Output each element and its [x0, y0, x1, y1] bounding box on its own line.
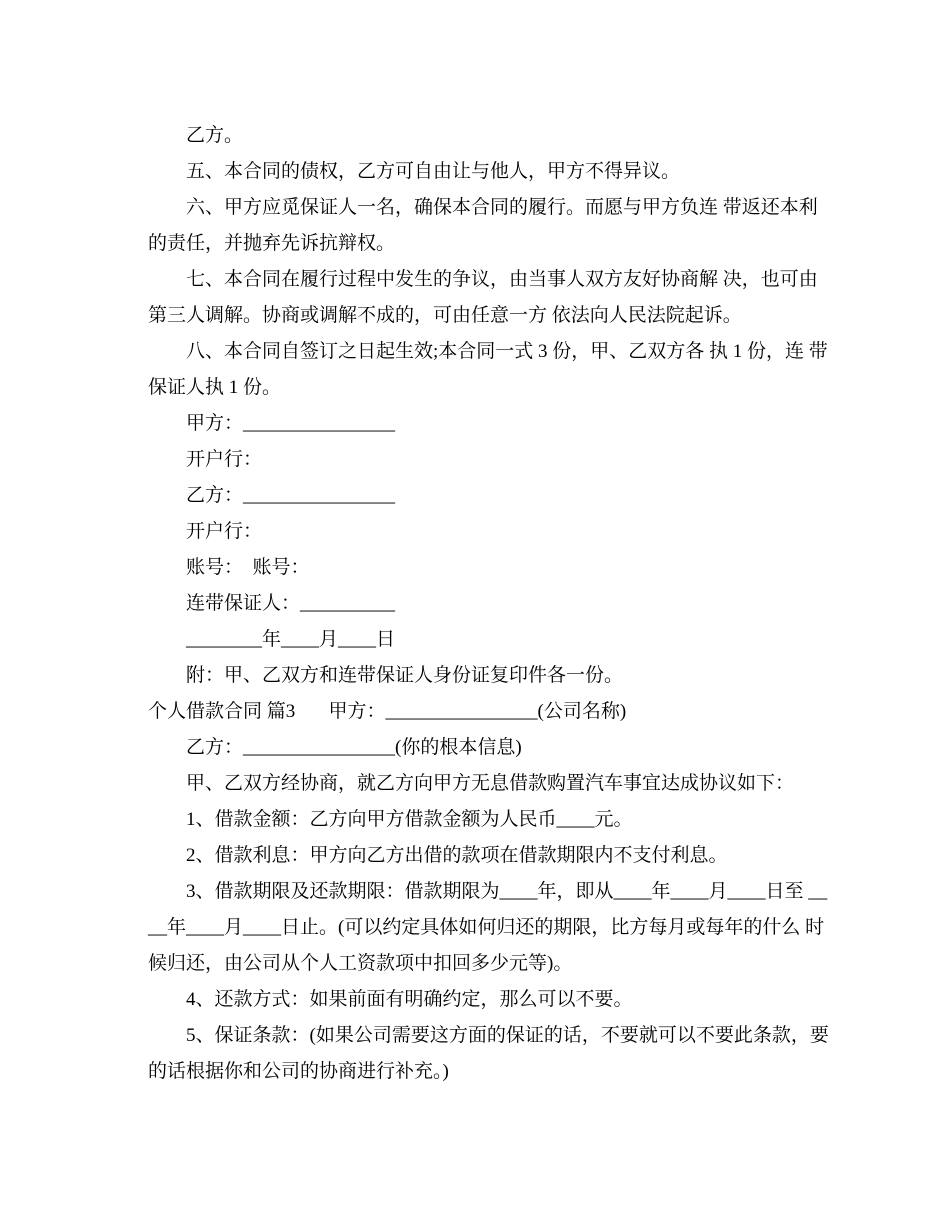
- clause-5-creditor-rights: 五、本合同的债权，乙方可自由让与他人，甲方不得异议。: [186, 161, 681, 182]
- clause-4-repayment: 4、还款方式：如果前面有明确约定，那么可以不要。: [186, 989, 633, 1010]
- party-a-signature-line: 甲方：________________: [186, 413, 396, 434]
- party-a-bank-line: 开户行：: [186, 449, 263, 470]
- clause-3-term: 3、借款期限及还款期限：借款期限为____年，即从____年____月____日至 ____年____月____日止。(可以约定具体如何归还的期限，比方每月或每年的什么 时候归还，由公司从个人工资款项中扣回多少元等)。: [148, 881, 828, 974]
- section3-party-b: 乙方：________________(你的根本信息): [186, 737, 522, 758]
- clause-8-effective: 八、本合同自签订之日起生效;本合同一式 3 份，甲、乙双方各 执 1 份，连 带保证人执 1 份。: [148, 341, 828, 398]
- date-line: ________年____月____日: [186, 629, 396, 650]
- account-number-line: 账号： 账号：: [186, 557, 310, 578]
- clause-7-dispute: 七、本合同在履行过程中发生的争议，由当事人双方友好协商解 决，也可由 第三人调解。协商或调解不成的，可由任意一方 依法向人民法院起诉。: [148, 269, 823, 326]
- joint-guarantor-line: 连带保证人：__________: [186, 593, 396, 614]
- party-b-signature-line: 乙方：________________: [186, 485, 396, 506]
- clause-6-guarantor: 六、甲方应觅保证人一名，确保本合同的履行。而愿与甲方负连 带返还本利 的责任，并抛弃先诉抗辩权。: [148, 197, 823, 254]
- document-body: [148, 118, 832, 1090]
- clause-1-loan-amount: 1、借款金额：乙方向甲方借款金额为人民币____元。: [186, 809, 633, 830]
- clause-2-interest: 2、借款利息：甲方向乙方出借的款项在借款期限内不支付利息。: [186, 845, 728, 866]
- attachment-note: 附：甲、乙双方和连带保证人身份证复印件各一份。: [186, 665, 624, 686]
- agreement-intro: 甲、乙双方经协商，就乙方向甲方无息借款购置汽车事宜达成协议如下：: [186, 773, 795, 794]
- party-b-bank-line: 开户行：: [186, 521, 263, 542]
- clause-5-guarantee-terms: 5、保证条款：(如果公司需要这方面的保证的话，不要就可以不要此条款，要的话根据你和公司的协商进行补充。): [148, 1025, 829, 1082]
- party-b-line: 乙方。: [186, 125, 244, 146]
- section3-title-party-a: 个人借款合同 篇3 甲方：________________(公司名称): [148, 701, 627, 722]
